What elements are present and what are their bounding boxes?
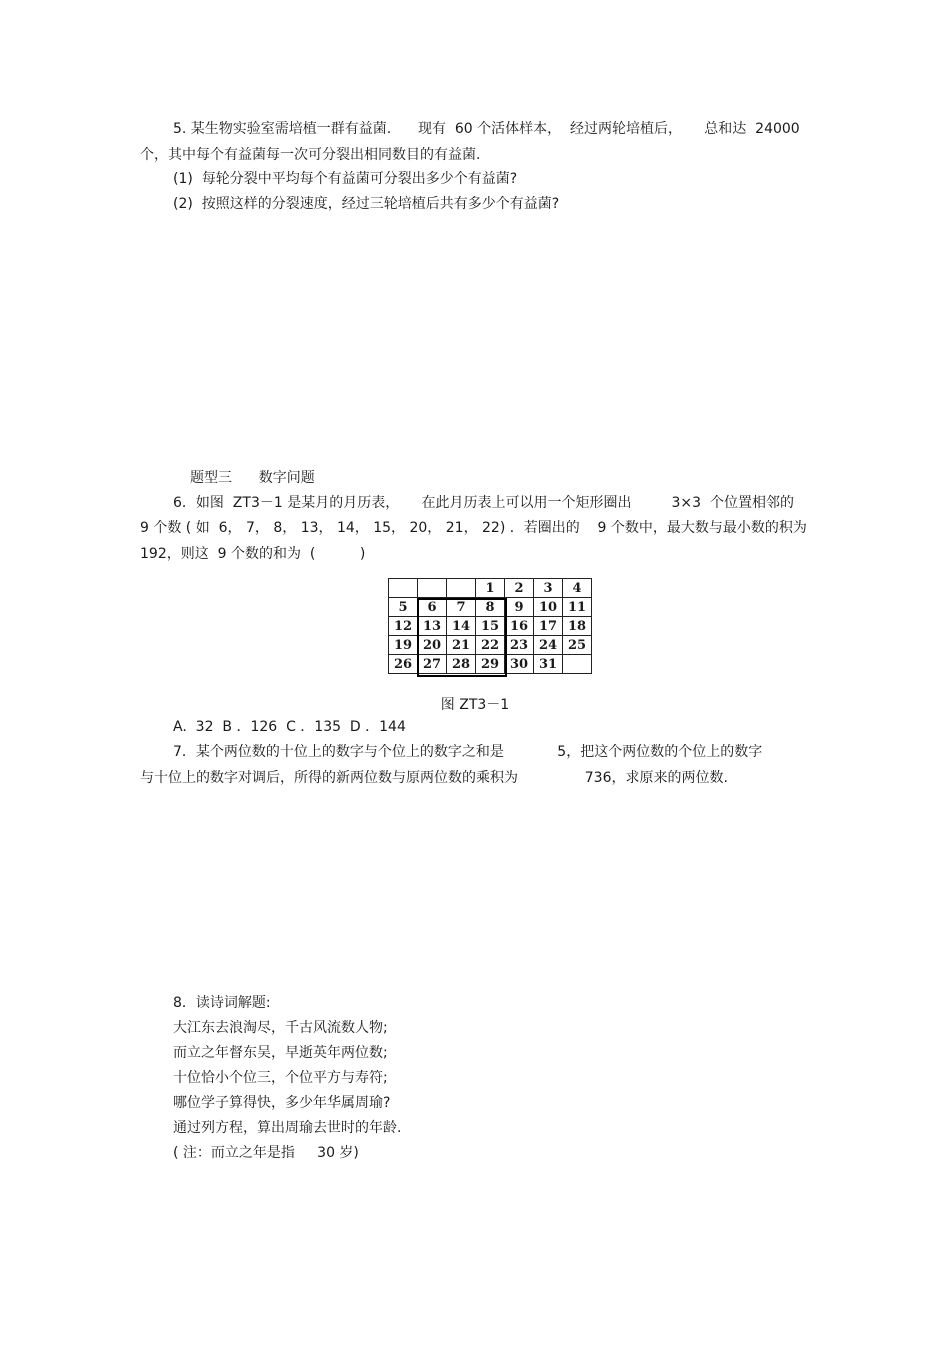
section-title: 题型三 数字问题 <box>190 470 315 486</box>
calendar-cell: 19 <box>389 636 418 655</box>
calendar-cell <box>563 655 592 674</box>
calendar-row <box>389 655 592 674</box>
calendar-cell: 6 <box>418 598 447 617</box>
q5-subquestion-1: (1) 每轮分裂中平均每个有益菌可分裂出多少个有益菌? <box>173 171 518 187</box>
calendar-cell: 15 <box>476 617 505 636</box>
q7-line-1: 7．某个两位数的十位上的数字与个位上的数字之和是 5，把这个两位数的个位上的数字 <box>173 744 763 760</box>
calendar-cell: 29 <box>476 655 505 674</box>
q5-line-2: 个，其中每个有益菌每一次可分裂出相同数目的有益菌. <box>140 147 481 163</box>
poem-line: 而立之年督东吴，早逝英年两位数; <box>173 1045 388 1061</box>
calendar-cell: 5 <box>389 598 418 617</box>
calendar-cell: 16 <box>505 617 534 636</box>
calendar-cell: 30 <box>505 655 534 674</box>
q8-note: ( 注：而立之年是指 30 岁) <box>173 1145 359 1161</box>
calendar-cell: 26 <box>389 655 418 674</box>
calendar-cell <box>447 579 476 598</box>
q7-line-2: 与十位上的数字对调后，所得的新两位数与原两位数的乘积为 736，求原来的两位数. <box>140 770 728 786</box>
calendar-cell: 24 <box>534 636 563 655</box>
calendar-cell: 14 <box>447 617 476 636</box>
calendar-row <box>389 598 592 617</box>
calendar-cell: 1 <box>476 579 505 598</box>
calendar-cell <box>418 579 447 598</box>
calendar-cell: 23 <box>505 636 534 655</box>
q6-line-3: 192，则这 9 个数的和为 ( ) <box>140 546 366 562</box>
calendar-cell: 22 <box>476 636 505 655</box>
calendar-cell: 13 <box>418 617 447 636</box>
calendar-cell: 18 <box>563 617 592 636</box>
calendar-cell: 25 <box>563 636 592 655</box>
poem-line: 大江东去浪淘尽，千古风流数人物; <box>173 1020 388 1036</box>
calendar-cell: 9 <box>505 598 534 617</box>
calendar-cell: 8 <box>476 598 505 617</box>
q6-options: A. 32 B ．126 C ．135 D ．144 <box>173 719 406 735</box>
calendar-cell: 17 <box>534 617 563 636</box>
calendar-row <box>389 579 592 598</box>
q5-line-1: 5. 某生物实验室需培植一群有益菌. 现有 60 个活体样本， 经过两轮培植后， 总和达 24000 <box>173 121 800 137</box>
calendar-cell: 20 <box>418 636 447 655</box>
calendar-cell: 12 <box>389 617 418 636</box>
calendar-cell: 7 <box>447 598 476 617</box>
poem-line: 通过列方程，算出周瑜去世时的年龄. <box>173 1120 402 1136</box>
q5-subquestion-2: (2) 按照这样的分裂速度，经过三轮培植后共有多少个有益菌? <box>173 196 560 212</box>
q8-title: 8．读诗词解题: <box>173 995 271 1011</box>
calendar-cell: 10 <box>534 598 563 617</box>
calendar-cell <box>389 579 418 598</box>
calendar-cell: 21 <box>447 636 476 655</box>
calendar-cell: 27 <box>418 655 447 674</box>
calendar-table <box>388 578 592 674</box>
q6-line-2: 9 个数 ( 如 6， 7， 8， 13， 14， 15， 20， 21， 22) ．若圈出的 9 个数中，最大数与最小数的积为 <box>140 520 807 536</box>
calendar-cell: 11 <box>563 598 592 617</box>
poem-line: 哪位学子算得快，多少年华属周瑜? <box>173 1095 391 1111</box>
calendar-row <box>389 636 592 655</box>
calendar-cell: 31 <box>534 655 563 674</box>
calendar-cell: 3 <box>534 579 563 598</box>
calendar-cell: 2 <box>505 579 534 598</box>
calendar-row <box>389 617 592 636</box>
poem-line: 十位恰小个位三，个位平方与寿符; <box>173 1070 388 1086</box>
figure-caption: 图 ZT3－1 <box>440 697 510 713</box>
calendar-cell: 28 <box>447 655 476 674</box>
q6-line-1: 6．如图 ZT3－1 是某月的月历表， 在此月历表上可以用一个矩形圈出 3×3 个位置相邻的 <box>173 495 794 511</box>
calendar-cell: 4 <box>563 579 592 598</box>
